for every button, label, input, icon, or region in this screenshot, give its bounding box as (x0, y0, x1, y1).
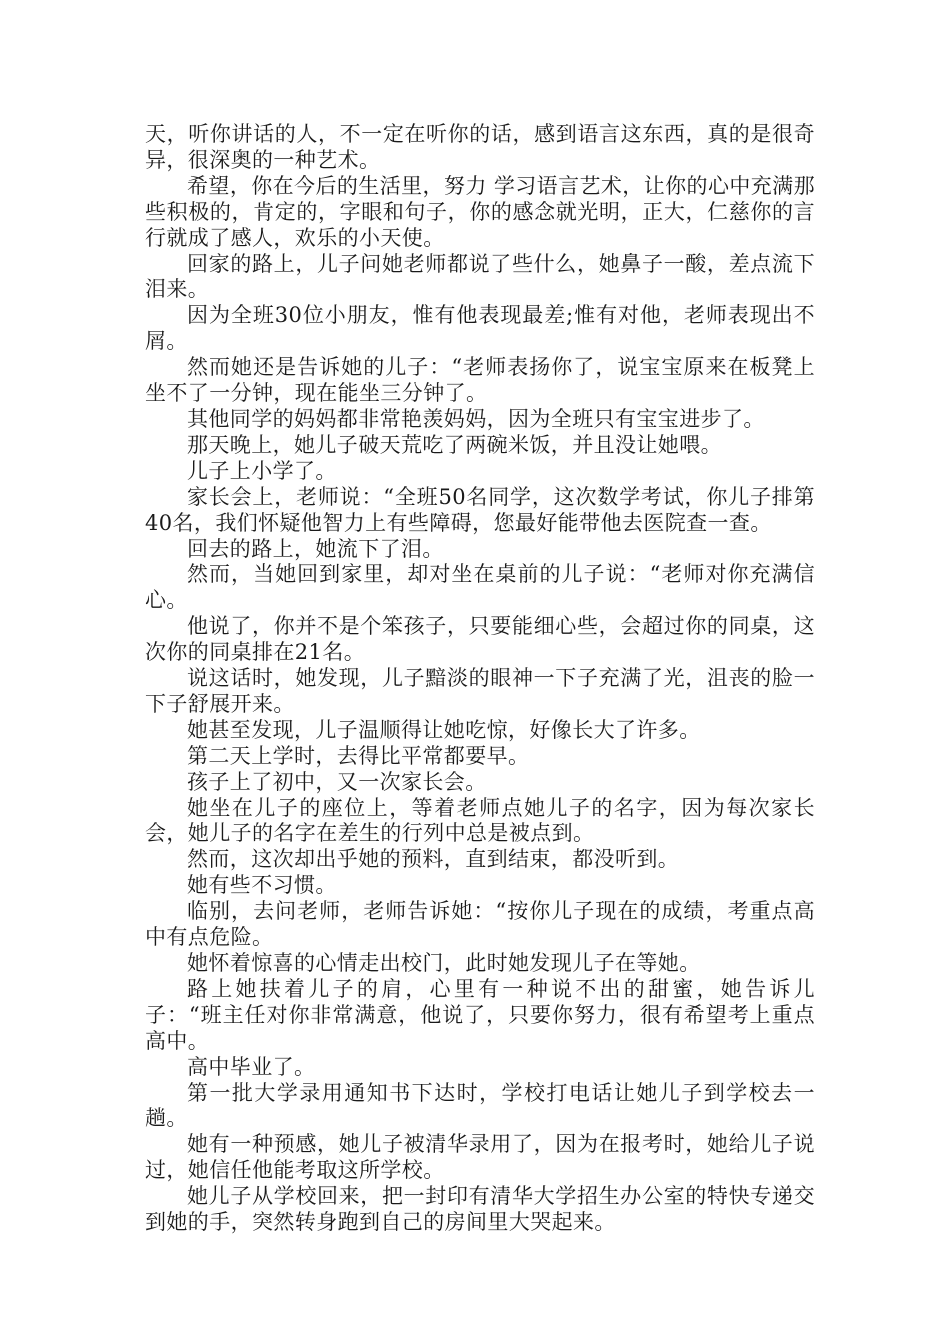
paragraph: 希望，你在今后的生活里，努力 学习语言艺术，让你的心中充满那些积极的，肯定的，字眼和句子，你的感念就光明，正大，仁慈你的言行就成了感人，欢乐的小天使。 (145, 173, 815, 250)
paragraph: 她有些不习惯。 (187, 873, 337, 898)
document-body (145, 122, 815, 1236)
paragraph: 她坐在儿子的座位上，等着老师点她儿子的名字，因为每次家长会，她儿子的名字在差生的行列中总是被点到。 (145, 795, 815, 846)
paragraph: 她儿子从学校回来，把一封印有清华大学招生办公室的特快专递交到她的手，突然转身跑到自己的房间里大哭起来。 (145, 1184, 815, 1235)
paragraph: 她怀着惊喜的心情走出校门，此时她发现儿子在等她。 (187, 951, 701, 975)
paragraph: 然而她还是告诉她的儿子：“老师表扬你了，说宝宝原来在板凳上坐不了一分钟，现在能坐三分钟了。 (145, 355, 815, 406)
paragraph: 回家的路上，儿子问她老师都说了些什么，她鼻子一酸，差点流下泪来。 (145, 251, 815, 302)
paragraph: 因为全班30位小朋友，惟有他表现最差;惟有对他，老师表现出不屑。 (145, 303, 815, 354)
paragraph: 然而，这次却出乎她的预料，直到结束，都没听到。 (187, 847, 680, 872)
paragraph: 孩子上了初中，又一次家长会。 (187, 769, 487, 794)
paragraph: 她有一种预感，她儿子被清华录用了，因为在报考时，她给儿子说过，她信任他能考取这所学校。 (145, 1132, 815, 1183)
paragraph: 高中毕业了。 (187, 1054, 316, 1079)
paragraph: 那天晚上，她儿子破天荒吃了两碗米饭，并且没让她喂。 (187, 432, 722, 457)
paragraph: 她甚至发现，儿子温顺得让她吃惊，好像长大了许多。 (187, 717, 701, 742)
paragraph: 然而，当她回到家里，却对坐在桌前的儿子说：“老师对你充满信心。 (145, 562, 815, 613)
paragraph: 第二天上学时，去得比平常都要早。 (187, 743, 530, 768)
paragraph: 第一批大学录用通知书下达时，学校打电话让她儿子到学校去一趟。 (145, 1080, 815, 1131)
paragraph: 家长会上，老师说：“全班50名同学，这次数学考试，你儿子排第40名，我们怀疑他智力上有些障碍，您最好能带他去医院查一查。 (145, 484, 815, 535)
paragraph: 他说了，你并不是个笨孩子，只要能细心些，会超过你的同桌，这次你的同桌排在21名。 (145, 614, 815, 665)
paragraph: 说这话时，她发现，儿子黯淡的眼神一下子充满了光，沮丧的脸一下子舒展开来。 (145, 666, 815, 716)
paragraph: 回去的路上，她流下了泪。 (187, 536, 444, 561)
paragraph: 儿子上小学了。 (187, 458, 337, 483)
paragraph: 天，听你讲话的人，不一定在听你的话，感到语言这东西，真的是很奇异，很深奥的一种艺术。 (145, 122, 815, 172)
paragraph: 其他同学的妈妈都非常艳羡妈妈，因为全班只有宝宝进步了。 (187, 406, 765, 431)
paragraph: 路上她扶着儿子的肩，心里有一种说不出的甜蜜，她告诉儿子：“班主任对你非常满意，他说了，只要你努力，很有希望考上重点高中。 (145, 976, 815, 1053)
paragraph: 临别，去问老师，老师告诉她：“按你儿子现在的成绩，考重点高中有点危险。 (145, 899, 815, 950)
